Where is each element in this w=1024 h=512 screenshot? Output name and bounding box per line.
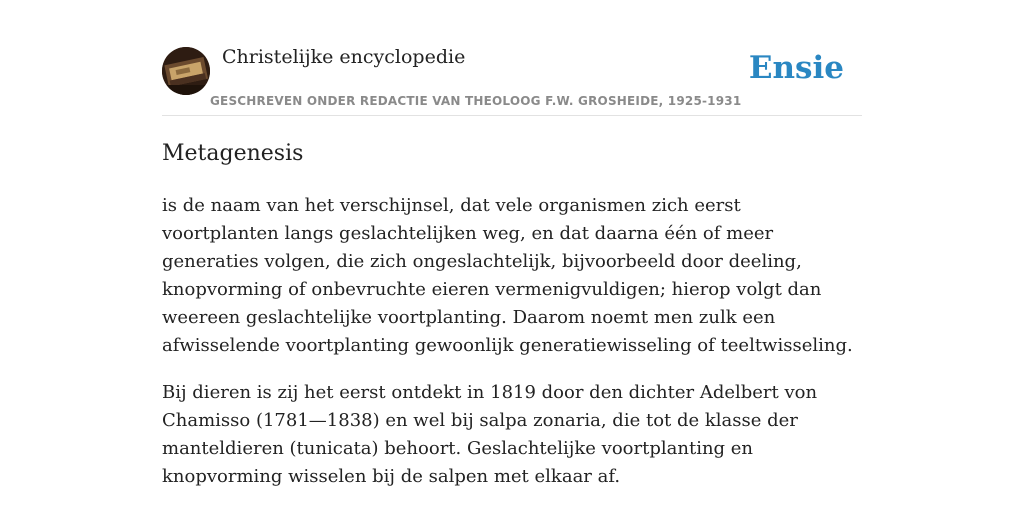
article-title: Metagenesis	[162, 141, 304, 166]
article-paragraph: Bij dieren is zij het eerst ontdekt in 1819 door den dichter Adelbert von Chamisso (1781—1838) en wel bij salpa zonaria, die tot de klasse der manteldieren (tunicata) behoort. Geslachtelijke voortplanting en knopvorming wisselen bij de salpen met elkaar af.	[162, 382, 818, 487]
brand-logo-link[interactable]: Ensie	[748, 50, 844, 86]
site-subtitle: GESCHREVEN ONDER REDACTIE VAN THEOLOOG F.W. GROSHEIDE, 1925-1931	[210, 94, 742, 108]
encyclopedia-avatar-icon[interactable]	[162, 47, 210, 95]
site-title[interactable]: Christelijke encyclopedie	[222, 46, 466, 68]
article-paragraph: is de naam van het verschijnsel, dat vele organismen zich eerst voortplanten langs geslachtelijken weg, en dat daarna één of meer generaties volgen, die zich ongeslachtelijk, bijvoorbeeld door deeling, knopvorming of onbevruchte eieren vermenigvuldigen; hierop volgt dan weereen geslachtelijke voortplanting. Daarom noemt men zulk een afwisselende voortplanting gewoonlijk generatiewisseling of teeltwisseling.	[162, 195, 853, 356]
site-header	[162, 44, 862, 116]
article	[162, 138, 862, 510]
